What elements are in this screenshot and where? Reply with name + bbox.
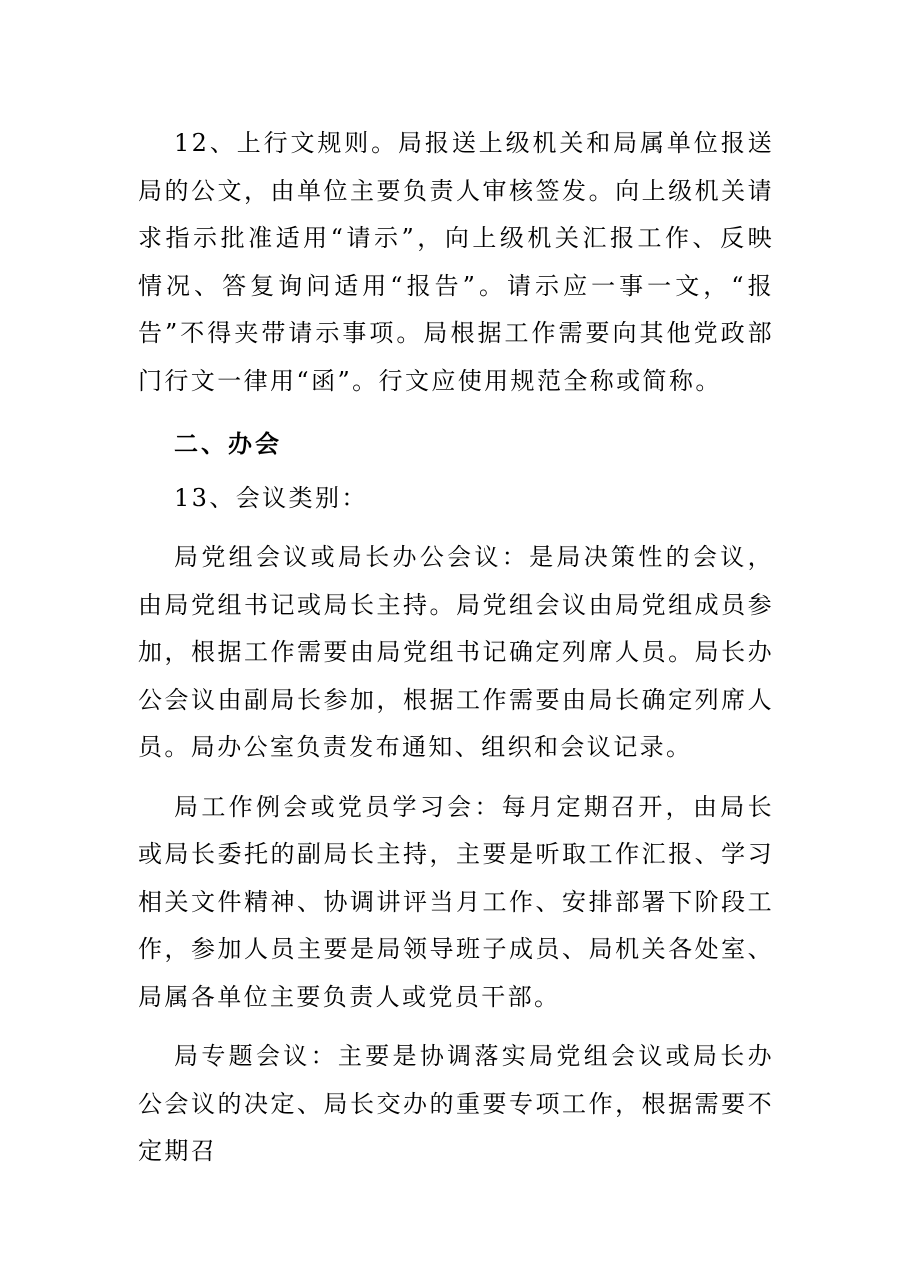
paragraph-rule-13: 13、会议类别： <box>174 483 368 512</box>
document-body <box>138 120 774 1176</box>
paragraph-special-meeting: 局专题会议：主要是协调落实局党组会议或局长办公会议的决定、局长交办的重要专项工作，根据需要不定期召 <box>138 1042 774 1165</box>
paragraph-rule-12: 12、上行文规则。局报送上级机关和局属单位报送局的公文，由单位主要负责人审核签发。向上级机关请求指示批准适用“请示”，向上级机关汇报工作、反映情况、答复询问适用“报告”。请示应一事一文，“报告”不得夹带请示事项。局根据工作需要向其他党政部门行文一律用“函”。行文应使用规范全称或简称。 <box>138 129 774 395</box>
section-heading-meetings: 二、办会 <box>174 430 282 458</box>
paragraph-party-group-meeting: 局党组会议或局长办公会议：是局决策性的会议，由局党组书记或局长主持。局党组会议由局党组成员参加，根据工作需要由局党组书记确定列席人员。局长办公会议由副局长参加，根据工作需要由局长确定列席人员。局办公室负责发布通知、组织和会议记录。 <box>138 543 774 761</box>
paragraph-routine-meeting: 局工作例会或党员学习会：每月定期召开，由局长或局长委托的副局长主持，主要是听取工作汇报、学习相关文件精神、协调讲评当月工作、安排部署下阶段工作，参加人员主要是局领导班子成员、局机关各处室、局属各单位主要负责人或党员干部。 <box>138 792 774 1011</box>
